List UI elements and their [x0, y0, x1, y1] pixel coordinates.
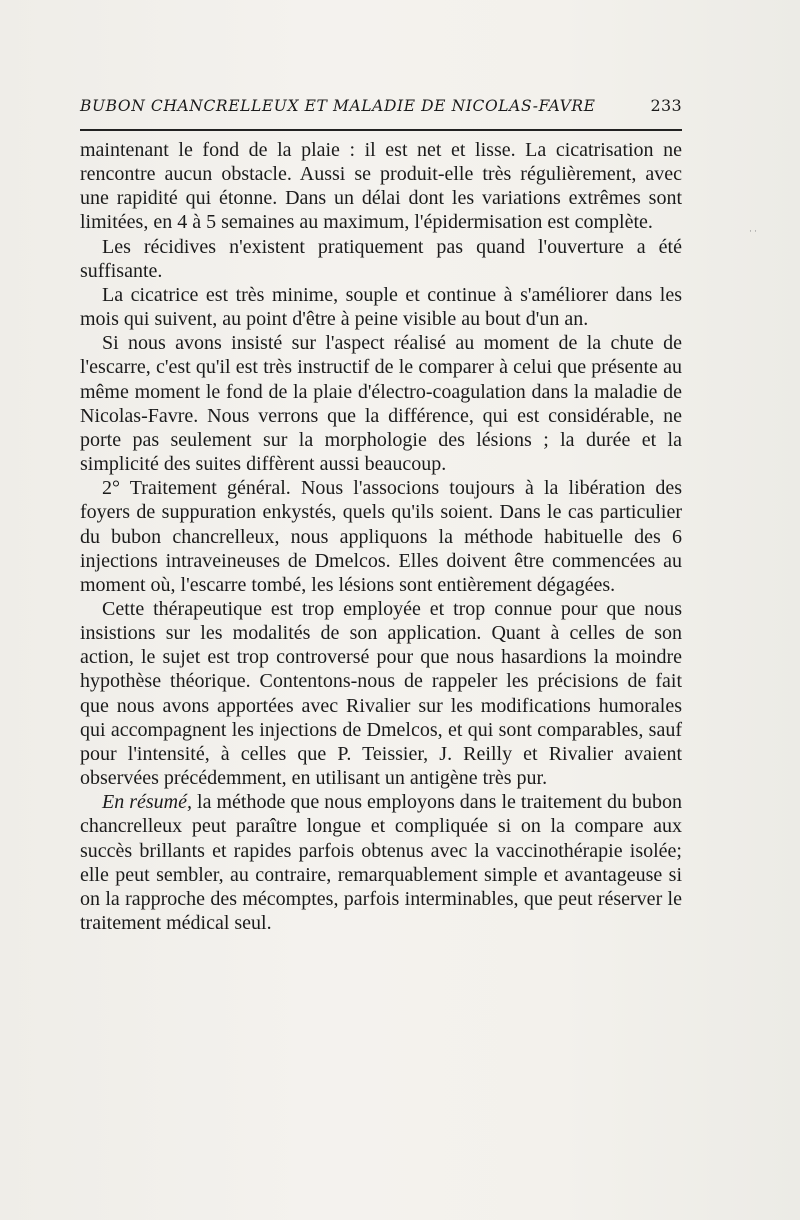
running-title: BUBON CHANCRELLEUX ET MALADIE DE NICOLAS-FAVRE [80, 97, 596, 115]
body-text [80, 138, 682, 935]
paragraph [80, 476, 682, 597]
paragraph [80, 790, 682, 935]
paragraph-text: La cicatrice est très minime, souple et continue à s'améliorer dans les mois qui suivent, au point d'être à peine visible au bout d'un an. [80, 283, 682, 331]
paragraph-text: Cette thérapeutique est trop employée et trop connue pour que nous insistions sur les modalités de son application. Quant à celles de son action, le sujet est trop controversé pour que nous hasardions la moindre hypothèse théorique. Contentons-nous de rappeler les précisions de fait que nous avons apportées avec Rivalier sur les modifications humorales qui accompagnent les injections de Dmelcos, et qui sont comparables, sauf pour l'intensité, à celles que P. Teissier, J. Reilly et Rivalier avaient observées précédemment, en utilisant un antigène très pur. [80, 597, 682, 790]
paragraph [80, 331, 682, 476]
paragraph-text: la méthode que nous employons dans le traitement du bubon chancrelleux peut paraître longue et compliquée si on la compare aux succès brillants et rapides parfois obtenus avec la vaccinothérapie isolée; elle peut sembler, au contraire, remarquablement simple et avantageuse si on la rapproche des mécomptes, parfois interminables, que peut réserver le traitement médical seul. [80, 791, 683, 934]
paragraph-text: 2° Traitement général. Nous l'associons toujours à la libération des foyers de suppuration enkystés, quels qu'ils soient. Dans le cas particulier du bubon chancrelleux, nous appliquons la méthode habituelle des 6 injections intraveineuses de Dmelcos. Elles doivent être commencées au moment où, l'escarre tombé, les lésions sont entièrement dégagées. [80, 477, 682, 596]
paragraph-lead-italic: En résumé, [102, 791, 192, 814]
paragraph [80, 138, 682, 235]
paragraph-text: maintenant le fond de la plaie : il est net et lisse. La cicatrisation ne rencontre aucun obstacle. Aussi se produit-elle très régulièrement, avec une rapidité qui étonne. Dans un délai dont les variations extrêmes sont limitées, en 4 à 5 semaines au maximum, l'épidermisation est complète. [80, 139, 682, 234]
header-rule [80, 129, 682, 131]
paragraph [80, 235, 682, 283]
page-number: 233 [650, 96, 682, 115]
running-header [80, 96, 682, 120]
paragraph-text: Les récidives n'existent pratiquement pas quand l'ouverture a été suffisante. [80, 235, 682, 282]
paragraph [80, 597, 682, 790]
margin-speck: ˙˙ [748, 230, 758, 241]
paragraph [80, 283, 682, 331]
paragraph-text: Si nous avons insisté sur l'aspect réalisé au moment de la chute de l'escarre, c'est qu'il est très instructif de le comparer à celui que présente au même moment le fond de la plaie d'électro-coagulation dans la maladie de Nicolas-Favre. Nous verrons que la différence, qui est considérable, ne porte pas seulement sur la morphologie des lésions ; la durée et la simplicité des suites diffèrent aussi beaucoup. [80, 332, 682, 476]
